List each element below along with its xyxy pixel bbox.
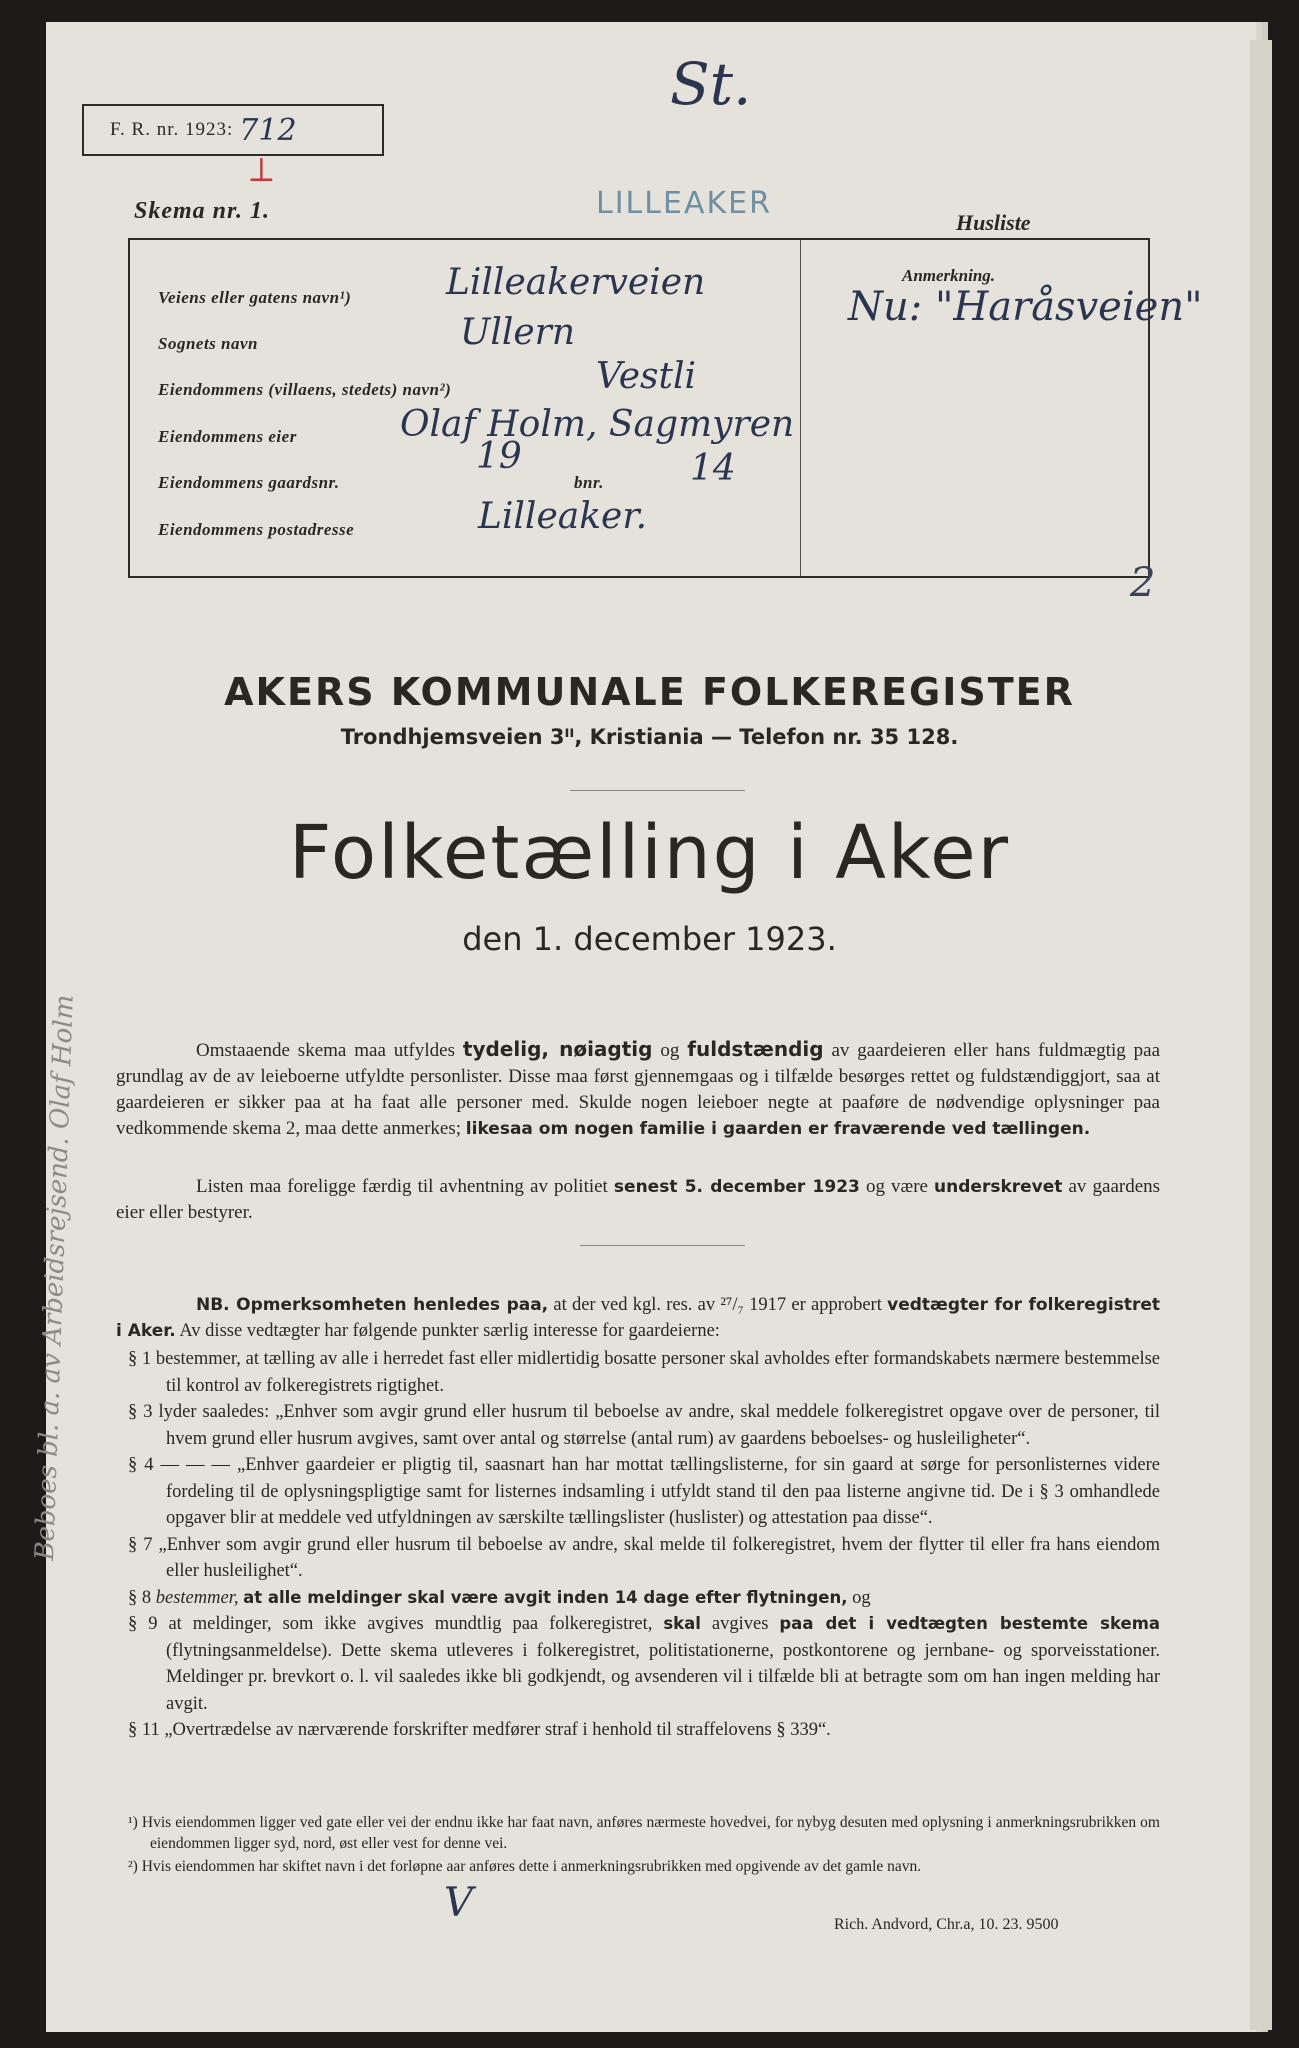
divider-rule [570, 790, 745, 791]
corner-handwritten-mark: St. [670, 50, 752, 118]
field-label-postal-address: Eiendommens postadresse [158, 520, 355, 539]
section-emphasis: paa det i vedtægten bestemte skema [779, 1614, 1161, 1633]
section-id: § 9 [128, 1614, 158, 1634]
margin-handwritten-note: Beboes bl. a. av Arbeidsrejsend. Olaf Holm [30, 994, 80, 1562]
intro-text-1: Omstaaende skema maa utfyldes [196, 1040, 455, 1061]
section-1 [116, 1346, 1160, 1399]
deadline-text-1: Listen maa foreligge færdig til avhentning av politiet [196, 1176, 608, 1197]
page-stack-edge [1250, 40, 1272, 2030]
section-id: § 1 [128, 1349, 152, 1369]
section-text: „Enhver som avgir grund eller husrum til beboelse av andre, skal melde til folkeregistret, hvem der flytter til eller fra hans eiendom eller husleilighet“. [158, 1534, 1161, 1581]
section-id: § 3 [128, 1402, 153, 1422]
page-title: Folketælling i Aker [288, 810, 1011, 896]
footnote-2 [116, 1856, 1160, 1877]
fr-number-box [82, 104, 384, 156]
section-text: „Overtrædelse av nærværende forskrifter medfører straf i henhold til straffelovens § 339“. [164, 1720, 831, 1740]
office-address: Trondhjemsveien 3ᴵᴵ, Kristiania — Telefon nr. 35 128. [340, 725, 959, 749]
intro-paragraph [116, 1036, 1160, 1142]
nb-paragraph [116, 1292, 1160, 1344]
check-mark: V [444, 1880, 473, 1926]
district-stamp: LILLEAKER [596, 186, 772, 221]
section-id: § 11 [128, 1720, 160, 1740]
footnote-text: Hvis eiendommen ligger ved gate eller vei der endnu ikke har faat navn, anføres nærmeste hovedvei, for nybyg desuten med oplysning i anmerkningsrubrikken om eiendommen ligger syd, nord, øst eller vest for denne vei. [141, 1814, 1160, 1852]
bylaw-sections [116, 1346, 1160, 1744]
intro-text-2: og [660, 1040, 680, 1061]
section-text: lyder saaledes: „Enhver som avgir grund eller husrum til beboelse av andre, skal meddele folkeregistret opgave over de personer, til hvem grund eller husrum avgives, samt over antal og størrelse (antal rum) av gaardens beboelses- og husleiligheter“. [158, 1402, 1161, 1449]
section-9 [116, 1611, 1160, 1717]
schema-number: Skema nr. 1. [134, 198, 271, 224]
field-label-owner: Eiendommens eier [158, 427, 297, 446]
deadline-text-3: av gaardens eier eller bestyrer. [116, 1176, 1161, 1223]
intro-emphasis-2: fuldstændig [687, 1037, 824, 1061]
intro-text-3: av gaardeieren eller hans fuldmægtig paa grundlag av de av leieboerne utfyldte personlister. Disse maa først gjennemgaas og i tilfælde besørges rettet og fuldstændiggjort, saa at gaardeieren er sikker paa at ha faat alle personer med. Skulde nogen leieboer negte at paaføre de nødvendige oplysninger paa vedkommende skema 2, maa dette anmerkes; [116, 1040, 1161, 1139]
section-8 [116, 1585, 1160, 1612]
intro-emphasis-3: likesaa om nogen familie i gaarden er fraværende ved tællingen. [465, 1119, 1091, 1139]
section-id: § 7 [128, 1534, 153, 1555]
section-text: at meldinger, som ikke avgives mundtlig paa folkeregistret, [168, 1614, 653, 1634]
section-text: avgives [711, 1614, 769, 1634]
section-text: (flytningsanmeldelse). Dette skema utleveres i folkeregistret, politistationerne, postkontorene og jernbane- og sporveisstationer. Meldinger pr. brevkort o. l. vil saaledes ikke bli godkjendt, og avsenderen vil i tilfælde bli at betragte som om han ingen melding har avgit. [166, 1640, 1160, 1714]
remark-column-divider [800, 240, 801, 576]
nb-text-1: at der ved kgl. res. av ²⁷/₇ 1917 er approbert [553, 1295, 882, 1315]
field-label-property-name: Eiendommens (villaens, stedets) navn²) [158, 380, 452, 399]
section-text: bestemmer, [155, 1587, 239, 1608]
nb-text-2: Av disse vedtægter har følgende punkter særlig interesse for gaardeierne: [179, 1321, 720, 1341]
fr-label: F. R. nr. 1923: [110, 119, 234, 140]
section-4 [116, 1452, 1160, 1532]
red-cross-mark: ⟂ [250, 150, 273, 190]
section-3 [116, 1399, 1160, 1452]
nb-lead: NB. Opmerksomheten henledes paa, [196, 1295, 549, 1315]
section-11 [116, 1717, 1160, 1744]
divider-rule-2 [580, 1245, 745, 1246]
section-emphasis: at alle meldinger skal være avgit inden 14 dage efter flytningen, [243, 1587, 848, 1607]
field-value-postal-address: Lilleaker. [478, 496, 648, 537]
remark-label: Anmerkning. [902, 266, 996, 285]
footnote-text: Hvis eiendommen har skiftet navn i det forløpne aar anføres dette i anmerkningsrubrikken med opgivende av det gamle navn. [141, 1858, 922, 1875]
deadline-emphasis: underskrevet [934, 1177, 1063, 1197]
deadline-paragraph [116, 1174, 1160, 1226]
footnote-1 [116, 1812, 1160, 1854]
section-text: bestemmer, at tælling av alle i herredet fast eller midlertidig bosatte personer skal avholdes efter formandskabets nærmere bestemmelse til kontrol av folkeregistrets rigtighet. [155, 1349, 1160, 1396]
field-value-farm-number: 19 [476, 436, 522, 477]
section-id: § 4 [128, 1455, 154, 1475]
census-date: den 1. december 1923. [462, 920, 837, 958]
field-value-bnr: 14 [690, 448, 736, 489]
nb-emphasis: vedtægter for folkeregistret i Aker. [116, 1295, 1161, 1341]
footnote-mark: ²) [128, 1858, 138, 1875]
field-label-farm-number: Eiendommens gaardsnr. [158, 473, 340, 492]
field-value-property-name: Vestli [596, 356, 696, 397]
office-name: AKERS KOMMUNALE FOLKEREGISTER [224, 670, 1075, 714]
field-value-parish: Ullern [460, 312, 576, 353]
fr-number: 712 [239, 112, 297, 148]
printer-imprint: Rich. Andvord, Chr.a, 10. 23. 9500 [834, 1916, 1059, 1933]
field-value-street: Lilleakerveien [446, 262, 706, 303]
deadline-date: senest 5. december 1923 [613, 1177, 860, 1197]
field-label-parish: Sognets navn [158, 334, 258, 353]
field-value-owner: Olaf Holm, Sagmyren [400, 404, 795, 445]
document-type: Husliste [956, 210, 1031, 235]
section-text: — — — „Enhver gaardeier er pligtig til, saasnart han har mottat tællingslisterne, for sin gaard at sørge for personlisternes videre fordeling til de oplysningspligtige samt for listernes indsamling i utfyldt stand til den paa listerne angivne tid. De i § 3 omhandlede opgaver blir at meddele ved utfyldningen av særskilte tællingslister (huslister) og attestation paa disse“. [160, 1455, 1160, 1528]
section-id: § 8 [128, 1587, 152, 1608]
footnote-mark: ¹) [128, 1814, 138, 1831]
intro-emphasis-1: tydelig, nøiagtig [462, 1037, 653, 1061]
section-7 [116, 1532, 1160, 1585]
remark-value: Nu: "Haråsveien" [848, 284, 1203, 330]
margin-number-mark: 2 [1130, 560, 1156, 606]
deadline-text-2: og være [865, 1176, 928, 1197]
field-label-bnr: bnr. [574, 473, 604, 492]
field-label-street: Veiens eller gatens navn¹) [158, 288, 352, 307]
footnotes [116, 1812, 1160, 1879]
section-emphasis: skal [663, 1614, 701, 1633]
section-text: og [852, 1587, 871, 1608]
